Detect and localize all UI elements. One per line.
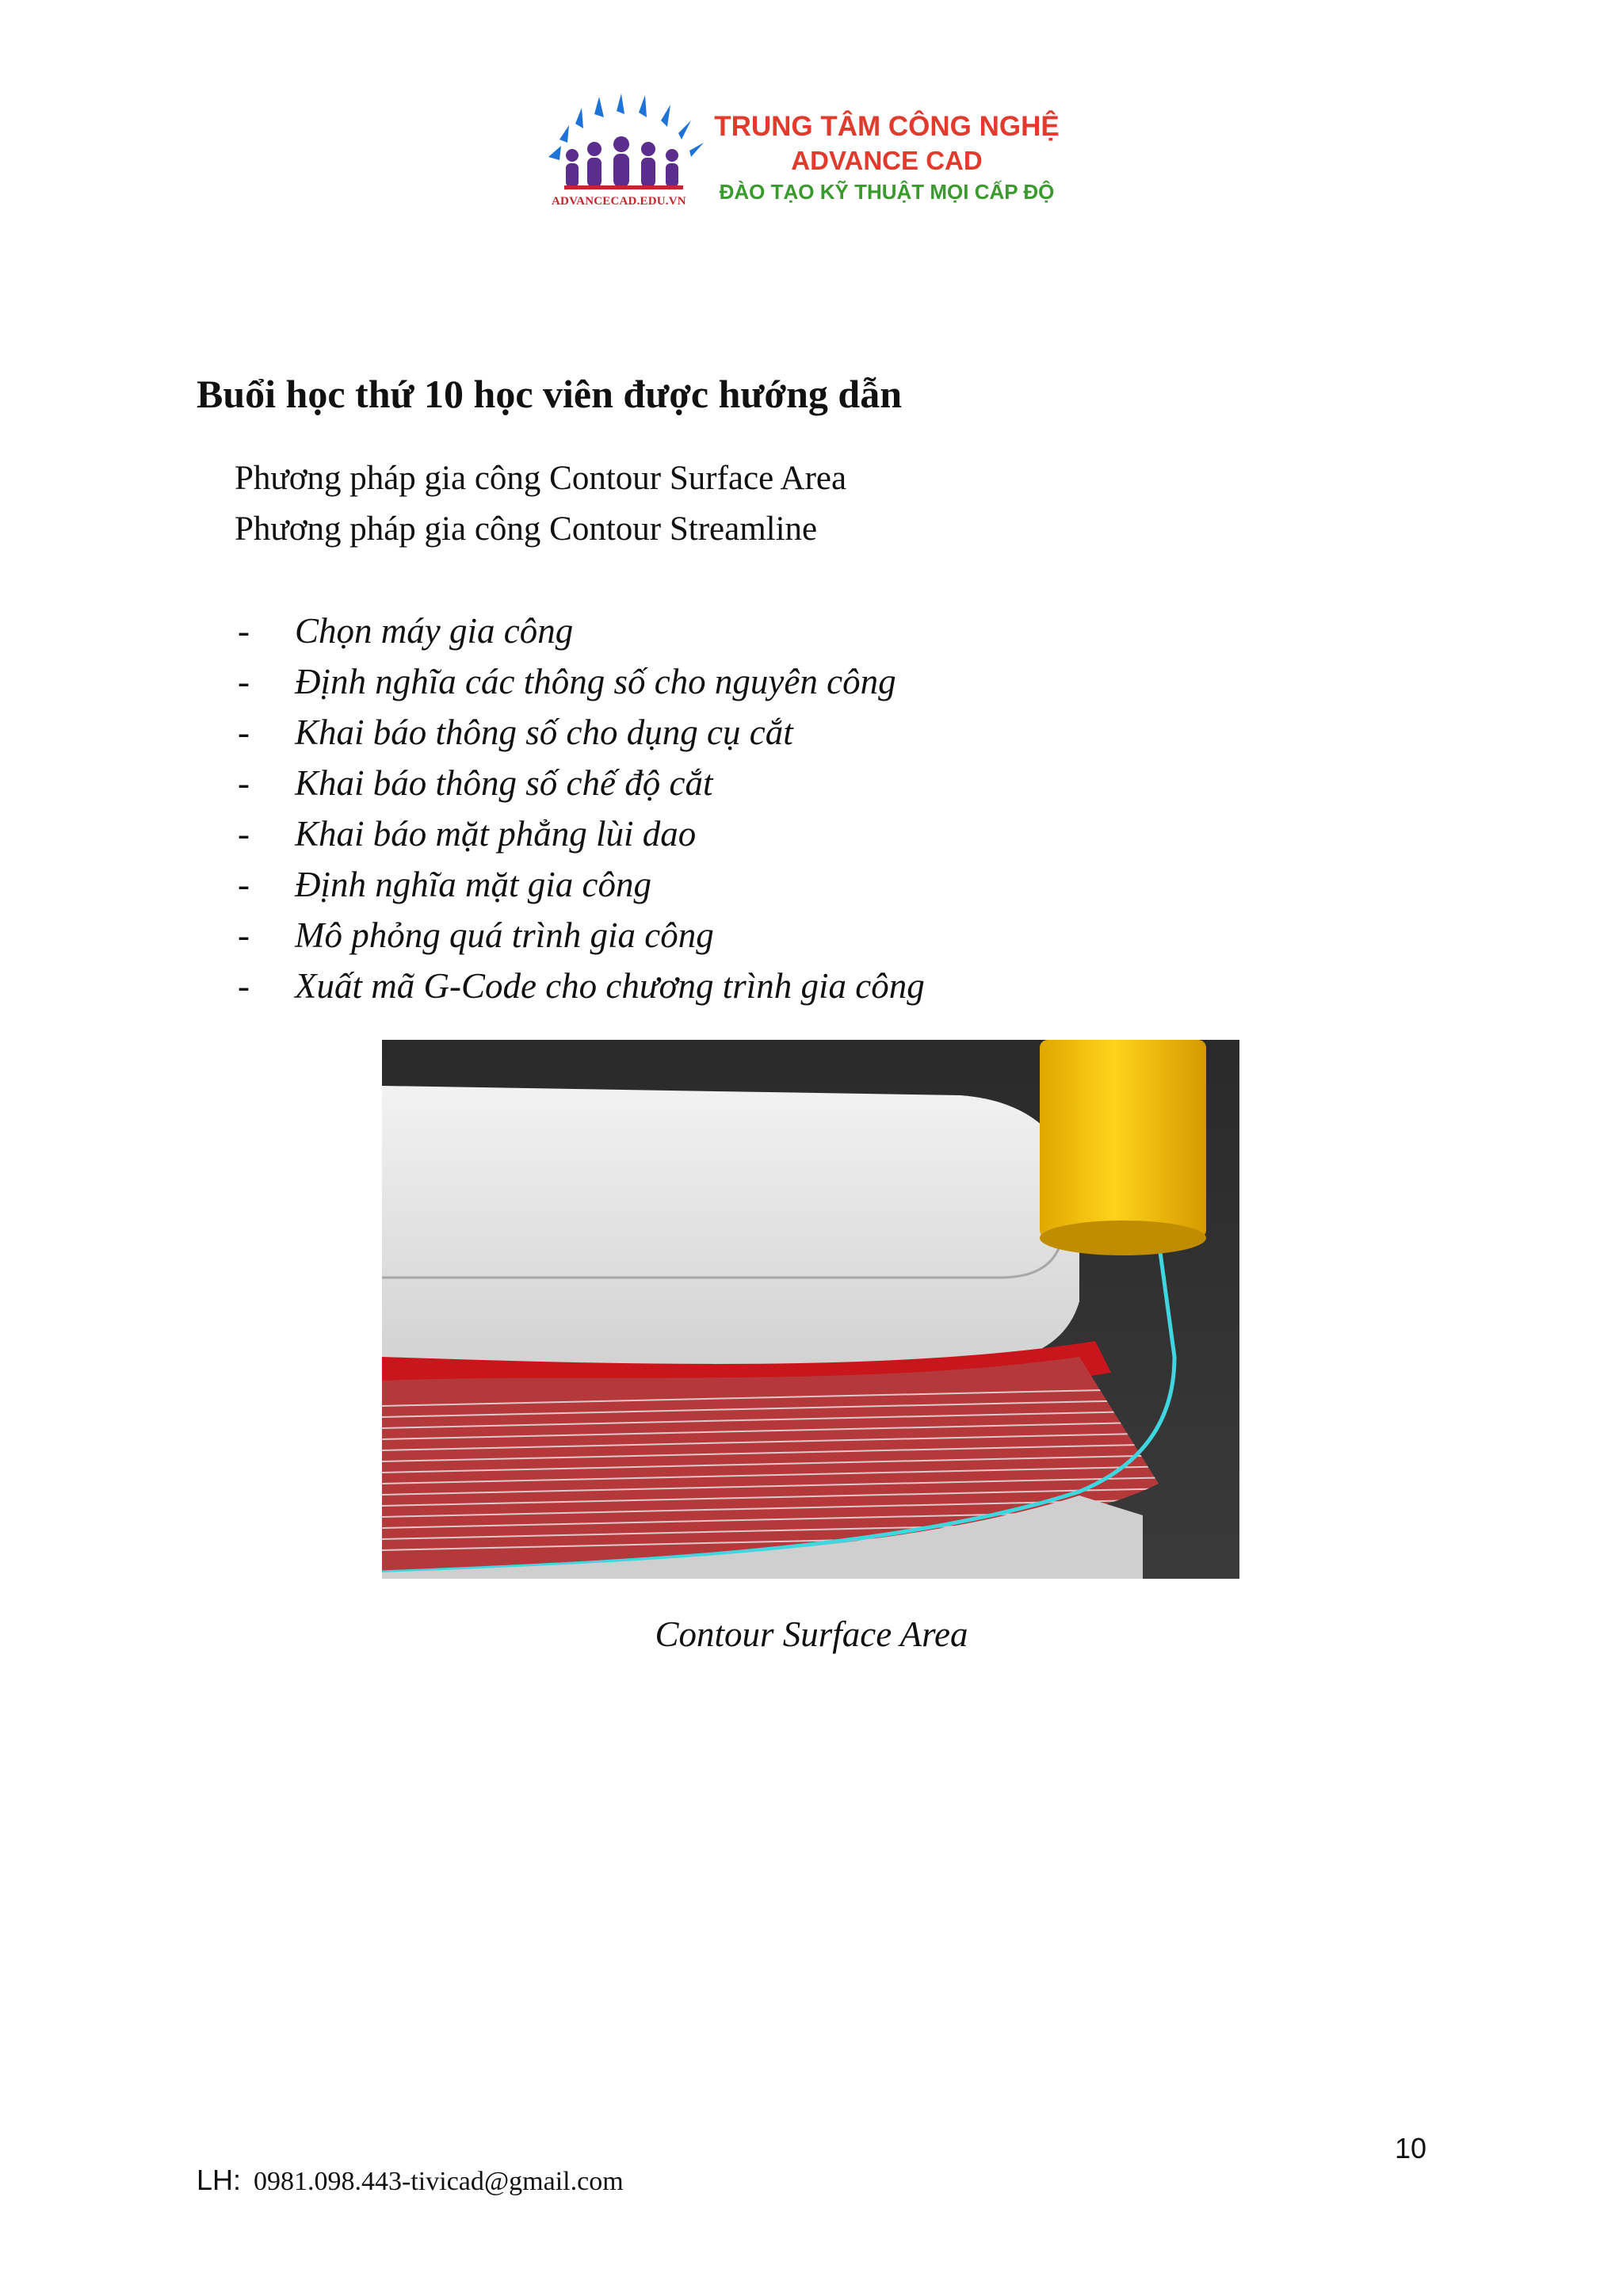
cutting-tool (1040, 1040, 1206, 1238)
dash-bullet: - (238, 611, 250, 651)
logo-line-3: ĐÀO TẠO KỸ THUẬT MỌI CẤP ĐỘ (719, 180, 1055, 204)
step-item (238, 961, 925, 1011)
step-item (238, 606, 925, 656)
page-title: Buổi học thứ 10 học viên được hướng dẫn (197, 372, 903, 416)
logo-line-2: ADVANCE CAD (791, 146, 983, 175)
step-item (238, 859, 925, 910)
step-text: Xuất mã G-Code cho chương trình gia công (295, 966, 925, 1006)
steps-list (238, 606, 925, 1011)
method-item: Phương pháp gia công Contour Surface Area (235, 460, 847, 497)
step-item (238, 758, 925, 808)
cutting-tool-tip (1040, 1221, 1206, 1255)
dash-bullet: - (238, 966, 250, 1006)
dash-bullet: - (238, 814, 250, 854)
step-text: Định nghĩa mặt gia công (295, 865, 651, 904)
logo-domain: ADVANCECAD.EDU.VN (552, 195, 686, 208)
step-text: Khai báo mặt phẳng lùi dao (295, 814, 697, 854)
step-text: Định nghĩa các thông số cho nguyên công (295, 662, 896, 701)
logo-line-1: TRUNG TÂM CÔNG NGHỆ (714, 111, 1060, 142)
step-item (238, 910, 925, 961)
page-number: 10 (1394, 2132, 1426, 2164)
step-text: Mô phỏng quá trình gia công (295, 915, 714, 955)
step-text: Khai báo thông số cho dụng cụ cắt (295, 712, 793, 752)
dash-bullet: - (238, 763, 250, 803)
dash-bullet: - (238, 915, 250, 955)
footer-contact: 0981.098.443-tivicad@gmail.com (254, 2167, 624, 2196)
methods-list (235, 453, 846, 555)
step-item (238, 656, 925, 707)
footer (197, 2164, 624, 2197)
figure-caption: Contour Surface Area (655, 1614, 968, 1654)
method-item: Phương pháp gia công Contour Streamline (235, 510, 818, 548)
dash-bullet: - (238, 865, 250, 904)
part-top-surface (382, 1086, 1079, 1365)
header-logo (545, 94, 1068, 212)
dash-bullet: - (238, 712, 250, 752)
step-item (238, 707, 925, 758)
step-item (238, 808, 925, 859)
step-text: Khai báo thông số chế độ cắt (295, 763, 713, 803)
step-text: Chọn máy gia công (295, 611, 574, 651)
dash-bullet: - (238, 662, 250, 701)
contour-surface-area-image (382, 1040, 1239, 1579)
footer-label: LH: (197, 2164, 242, 2196)
logo-text (701, 109, 1073, 206)
